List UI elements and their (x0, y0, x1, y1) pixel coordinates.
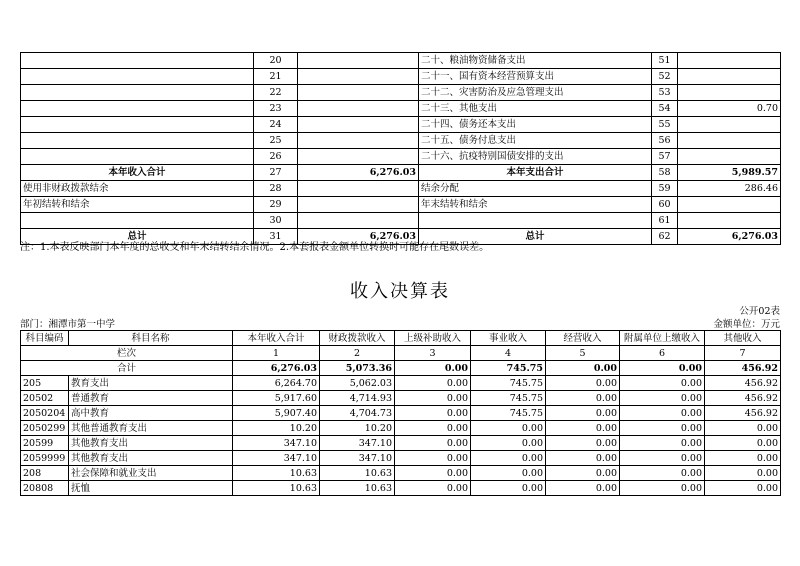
table-row (21, 133, 781, 149)
income-item-label: 总计 (21, 229, 254, 245)
expense-row-number: 62 (652, 229, 678, 245)
amount-cell: 5,062.03 (320, 376, 395, 391)
amount-cell: 0.00 (620, 481, 705, 496)
amount-cell: 347.10 (320, 451, 395, 466)
total-value: 6,276.03 (233, 361, 320, 376)
amount-cell: 10.20 (233, 421, 320, 436)
expense-row-number: 57 (652, 149, 678, 165)
department-label: 部门：湘潭市第一中学 (20, 319, 116, 330)
amount-cell: 6,264.70 (233, 376, 320, 391)
amount-cell: 0.00 (395, 421, 471, 436)
income-item-label (21, 85, 254, 101)
income-row-number: 27 (254, 165, 298, 181)
column-header: 本年收入合计 (233, 331, 320, 346)
amount-cell: 347.10 (233, 436, 320, 451)
footnote: 注：1.本表反映部门本年度的总收支和年末结转结余情况。2.本套报表金额单位转换时可能存在尾数误差。 (20, 242, 490, 253)
amount-cell: 0.00 (620, 421, 705, 436)
table-row (21, 85, 781, 101)
total-value: 5,073.36 (320, 361, 395, 376)
expense-amount (678, 53, 781, 69)
total-value: 0.00 (620, 361, 705, 376)
table-row (21, 406, 781, 421)
subject-name: 抚恤 (69, 481, 233, 496)
subject-code: 2059999 (21, 451, 69, 466)
amount-cell: 0.00 (395, 481, 471, 496)
table-row (21, 466, 781, 481)
income-amount (298, 101, 419, 117)
expense-amount: 0.70 (678, 101, 781, 117)
expense-amount: 5,989.57 (678, 165, 781, 181)
form-code: 公开02表 (739, 306, 780, 317)
subject-name: 其他教育支出 (69, 451, 233, 466)
income-expense-summary-table (20, 52, 781, 245)
column-header: 科目编码 (21, 331, 69, 346)
expense-item-label: 二十五、债务付息支出 (419, 133, 652, 149)
total-value: 456.92 (705, 361, 781, 376)
expense-item-label (419, 213, 652, 229)
amount-cell: 0.00 (705, 481, 781, 496)
table-row (21, 117, 781, 133)
subject-name: 普通教育 (69, 391, 233, 406)
expense-amount (678, 149, 781, 165)
income-amount (298, 181, 419, 197)
amount-cell: 456.92 (705, 406, 781, 421)
expense-item-label: 二十二、灾害防治及应急管理支出 (419, 85, 652, 101)
amount-cell: 0.00 (546, 451, 620, 466)
income-item-label: 年初结转和结余 (21, 197, 254, 213)
expense-amount: 6,276.03 (678, 229, 781, 245)
table-row (21, 197, 781, 213)
income-amount (298, 85, 419, 101)
amount-cell: 0.00 (546, 406, 620, 421)
amount-cell: 0.00 (546, 481, 620, 496)
column-number-label: 栏次 (21, 346, 233, 361)
income-row-number: 20 (254, 53, 298, 69)
income-item-label (21, 53, 254, 69)
amount-cell: 0.00 (546, 391, 620, 406)
amount-cell: 745.75 (471, 406, 546, 421)
amount-cell: 0.00 (620, 391, 705, 406)
amount-cell: 0.00 (546, 376, 620, 391)
header-row (21, 331, 781, 346)
income-row-number: 22 (254, 85, 298, 101)
income-row-number: 21 (254, 69, 298, 85)
expense-item-label: 二十、粮油物资储备支出 (419, 53, 652, 69)
column-number-row (21, 346, 781, 361)
amount-cell: 0.00 (471, 421, 546, 436)
expense-row-number: 55 (652, 117, 678, 133)
unit-label: 金额单位：万元 (713, 319, 780, 330)
column-header: 事业收入 (471, 331, 546, 346)
income-amount (298, 149, 419, 165)
table-row (21, 213, 781, 229)
amount-cell: 10.20 (320, 421, 395, 436)
amount-cell: 0.00 (471, 436, 546, 451)
amount-cell: 0.00 (395, 391, 471, 406)
amount-cell: 5,907.40 (233, 406, 320, 421)
expense-row-number: 51 (652, 53, 678, 69)
income-row-number: 28 (254, 181, 298, 197)
column-number: 6 (620, 346, 705, 361)
amount-cell: 0.00 (705, 466, 781, 481)
table-row (21, 451, 781, 466)
income-item-label: 使用非财政拨款结余 (21, 181, 254, 197)
expense-item-label: 本年支出合计 (419, 165, 652, 181)
table-row (21, 436, 781, 451)
amount-cell: 10.63 (233, 481, 320, 496)
expense-amount (678, 117, 781, 133)
table-row (21, 101, 781, 117)
amount-cell: 0.00 (546, 466, 620, 481)
amount-cell: 456.92 (705, 391, 781, 406)
subject-name: 其他教育支出 (69, 436, 233, 451)
column-number: 5 (546, 346, 620, 361)
amount-cell: 4,714.93 (320, 391, 395, 406)
amount-cell: 347.10 (233, 451, 320, 466)
subject-name: 教育支出 (69, 376, 233, 391)
column-header: 上级补助收入 (395, 331, 471, 346)
amount-cell: 0.00 (705, 436, 781, 451)
amount-cell: 456.92 (705, 376, 781, 391)
income-amount (298, 117, 419, 133)
income-row-number: 24 (254, 117, 298, 133)
income-amount (298, 133, 419, 149)
expense-amount (678, 197, 781, 213)
expense-row-number: 60 (652, 197, 678, 213)
table-row (21, 69, 781, 85)
table-row (21, 421, 781, 436)
table-row (21, 391, 781, 406)
income-item-label (21, 101, 254, 117)
page-title: 收入决算表 (350, 281, 450, 302)
column-number: 1 (233, 346, 320, 361)
income-item-label: 本年收入合计 (21, 165, 254, 181)
income-item-label (21, 133, 254, 149)
expense-row-number: 54 (652, 101, 678, 117)
amount-cell: 0.00 (471, 451, 546, 466)
table-row (21, 481, 781, 496)
amount-cell: 10.63 (233, 466, 320, 481)
subject-code: 208 (21, 466, 69, 481)
expense-amount (678, 213, 781, 229)
income-item-label (21, 117, 254, 133)
income-amount: 6,276.03 (298, 229, 419, 245)
total-value: 745.75 (471, 361, 546, 376)
income-amount: 6,276.03 (298, 165, 419, 181)
expense-amount (678, 69, 781, 85)
subject-name: 社会保障和就业支出 (69, 466, 233, 481)
column-number: 2 (320, 346, 395, 361)
amount-cell: 0.00 (705, 451, 781, 466)
total-value: 0.00 (546, 361, 620, 376)
column-header: 科目名称 (69, 331, 233, 346)
amount-cell: 347.10 (320, 436, 395, 451)
income-row-number: 30 (254, 213, 298, 229)
expense-item-label: 结余分配 (419, 181, 652, 197)
column-header: 经营收入 (546, 331, 620, 346)
expense-row-number: 58 (652, 165, 678, 181)
amount-cell: 0.00 (620, 451, 705, 466)
expense-item-label: 二十三、其他支出 (419, 101, 652, 117)
total-row (21, 361, 781, 376)
income-item-label (21, 213, 254, 229)
expense-item-label: 二十一、国有资本经营预算支出 (419, 69, 652, 85)
income-item-label (21, 69, 254, 85)
amount-cell: 0.00 (546, 436, 620, 451)
amount-cell: 0.00 (395, 436, 471, 451)
amount-cell: 0.00 (620, 466, 705, 481)
income-row-number: 23 (254, 101, 298, 117)
income-amount (298, 53, 419, 69)
column-number: 3 (395, 346, 471, 361)
column-number: 7 (705, 346, 781, 361)
subject-code: 20502 (21, 391, 69, 406)
expense-amount (678, 85, 781, 101)
subject-code: 2050299 (21, 421, 69, 436)
subject-code: 205 (21, 376, 69, 391)
income-row-number: 26 (254, 149, 298, 165)
amount-cell: 0.00 (620, 436, 705, 451)
column-header: 财政拨款收入 (320, 331, 395, 346)
amount-cell: 0.00 (620, 376, 705, 391)
table-row (21, 376, 781, 391)
subject-name: 高中教育 (69, 406, 233, 421)
subject-code: 2050204 (21, 406, 69, 421)
amount-cell: 0.00 (395, 406, 471, 421)
amount-cell: 0.00 (705, 421, 781, 436)
subject-code: 20808 (21, 481, 69, 496)
expense-amount: 286.46 (678, 181, 781, 197)
amount-cell: 0.00 (395, 451, 471, 466)
amount-cell: 4,704.73 (320, 406, 395, 421)
amount-cell: 10.63 (320, 466, 395, 481)
table-row (21, 165, 781, 181)
amount-cell: 0.00 (395, 466, 471, 481)
subject-code: 20599 (21, 436, 69, 451)
amount-cell: 745.75 (471, 391, 546, 406)
income-amount (298, 197, 419, 213)
expense-row-number: 52 (652, 69, 678, 85)
amount-cell: 0.00 (620, 406, 705, 421)
expense-item-label: 总计 (419, 229, 652, 245)
expense-row-number: 59 (652, 181, 678, 197)
column-header: 附属单位上缴收入 (620, 331, 705, 346)
amount-cell: 0.00 (546, 421, 620, 436)
income-row-number: 31 (254, 229, 298, 245)
amount-cell: 0.00 (471, 481, 546, 496)
expense-row-number: 61 (652, 213, 678, 229)
income-row-number: 29 (254, 197, 298, 213)
income-row-number: 25 (254, 133, 298, 149)
table-row (21, 53, 781, 69)
income-table (20, 330, 781, 496)
total-label: 合计 (21, 361, 233, 376)
expense-row-number: 53 (652, 85, 678, 101)
table-row (21, 181, 781, 197)
column-number: 4 (471, 346, 546, 361)
expense-amount (678, 133, 781, 149)
expense-item-label: 二十六、抗疫特别国债安排的支出 (419, 149, 652, 165)
amount-cell: 5,917.60 (233, 391, 320, 406)
amount-cell: 10.63 (320, 481, 395, 496)
amount-cell: 0.00 (471, 466, 546, 481)
income-amount (298, 213, 419, 229)
expense-item-label: 二十四、债务还本支出 (419, 117, 652, 133)
subject-name: 其他普通教育支出 (69, 421, 233, 436)
amount-cell: 745.75 (471, 376, 546, 391)
expense-item-label: 年末结转和结余 (419, 197, 652, 213)
income-amount (298, 69, 419, 85)
table-row (21, 149, 781, 165)
amount-cell: 0.00 (395, 376, 471, 391)
expense-row-number: 56 (652, 133, 678, 149)
total-value: 0.00 (395, 361, 471, 376)
income-item-label (21, 149, 254, 165)
column-header: 其他收入 (705, 331, 781, 346)
